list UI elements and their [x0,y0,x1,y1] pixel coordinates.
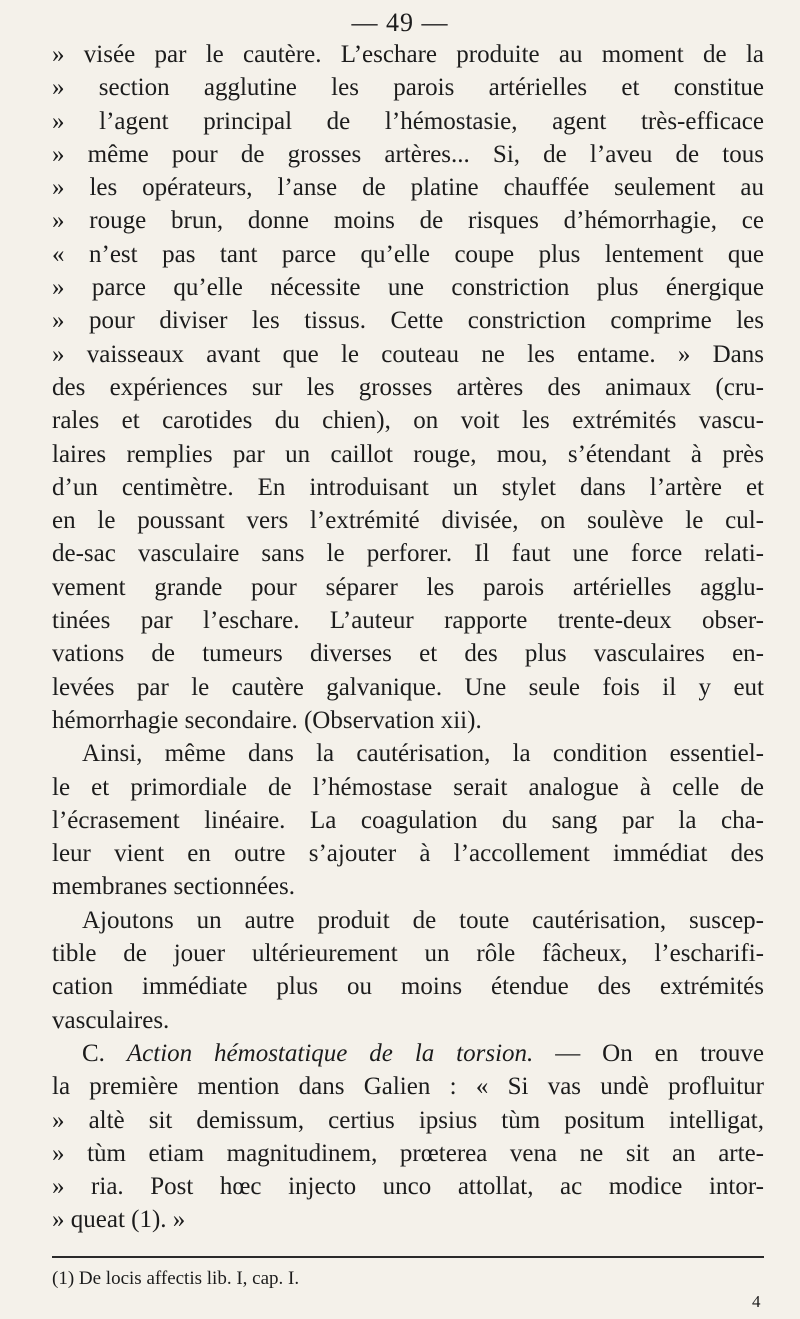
text-line: » ria. Post hœc injecto unco attollat, ac modice intor- [52,1173,764,1201]
text-line: » queat (1). » [52,1206,186,1234]
text-line: la première mention dans Galien : « Si vas undè profluitur [52,1073,764,1101]
body-text [52,38,764,1237]
text-line: hémorrhagie secondaire. (Observation xii). [52,706,482,734]
text-line: » rouge brun, donne moins de risques d’hémorrhagie, ce [52,207,764,235]
footnote-rule [52,1256,764,1258]
text-line: membranes sectionnées. [52,873,295,901]
section-heading-rest: — On en trouve [533,1039,765,1067]
text-line: tible de jouer ultérieurement un rôle fâcheux, l’escharifi- [52,940,764,968]
section-letter: C. [82,1039,105,1067]
text-line: en le poussant vers l’extrémité divisée, on soulève le cul- [52,507,764,535]
text-line: vasculaires. [52,1006,170,1034]
section-title: Action hémostatique de la torsion. [126,1039,534,1067]
text-line: l’écrasement linéaire. La coagulation du sang par la cha- [52,806,764,834]
text-line: « n’est pas tant parce qu’elle coupe plus lentement que [52,240,764,268]
text-line: rales et carotides du chien), on voit les extrémités vascu- [52,407,764,435]
text-line: le et primordiale de l’hémostase serait analogue à celle de [52,773,764,801]
text-line: » vaisseaux avant que le couteau ne les entame. » Dans [52,340,764,368]
text-line: d’un centimètre. En introduisant un stylet dans l’artère et [52,473,764,501]
footnote: (1) De locis affectis lib. I, cap. I. [52,1268,300,1289]
text-line: des expériences sur les grosses artères des animaux (cru- [52,373,764,401]
text-line: de-sac vasculaire sans le perforer. Il faut une force relati- [52,540,764,568]
text-line: » section agglutine les parois artérielles et constitue [52,74,764,102]
printer-signature: 4 [752,1292,761,1311]
text-line: » même pour de grosses artères... Si, de l’aveu de tous [52,140,764,168]
text-line: cation immédiate plus ou moins étendue des extrémités [52,973,764,1001]
text-line: tinées par l’eschare. L’auteur rapporte trente-deux obser- [52,607,764,635]
section-heading-line [52,1037,764,1070]
text-line: » visée par le cautère. L’eschare produite au moment de la [52,41,764,68]
text-line: Ainsi, même dans la cautérisation, la condition essentiel- [82,740,764,768]
text-line: vement grande pour séparer les parois artérielles agglu- [52,573,764,601]
text-line: » les opérateurs, l’anse de platine chauffée seulement au [52,174,764,202]
text-line: Ajoutons un autre produit de toute cautérisation, suscep- [82,906,764,934]
text-line: » tùm etiam magnitudinem, prœterea vena ne sit an arte- [52,1139,764,1167]
text-line: leur vient en outre s’ajouter à l’accollement immédiat des [52,840,764,868]
text-line: laires remplies par un caillot rouge, mou, s’étendant à près [52,440,764,468]
text-line: levées par le cautère galvanique. Une seule fois il y eut [52,673,764,701]
page-number: — 49 — [351,8,449,37]
text-line: vations de tumeurs diverses et des plus vasculaires en- [52,640,764,668]
text-line: » parce qu’elle nécessite une constriction plus énergique [52,274,764,302]
text-line: » pour diviser les tissus. Cette constriction comprime les [52,307,764,335]
text-line: » altè sit demissum, certius ipsius tùm positum intelligat, [52,1106,764,1134]
text-line: » l’agent principal de l’hémostasie, agent très-efficace [52,107,764,135]
